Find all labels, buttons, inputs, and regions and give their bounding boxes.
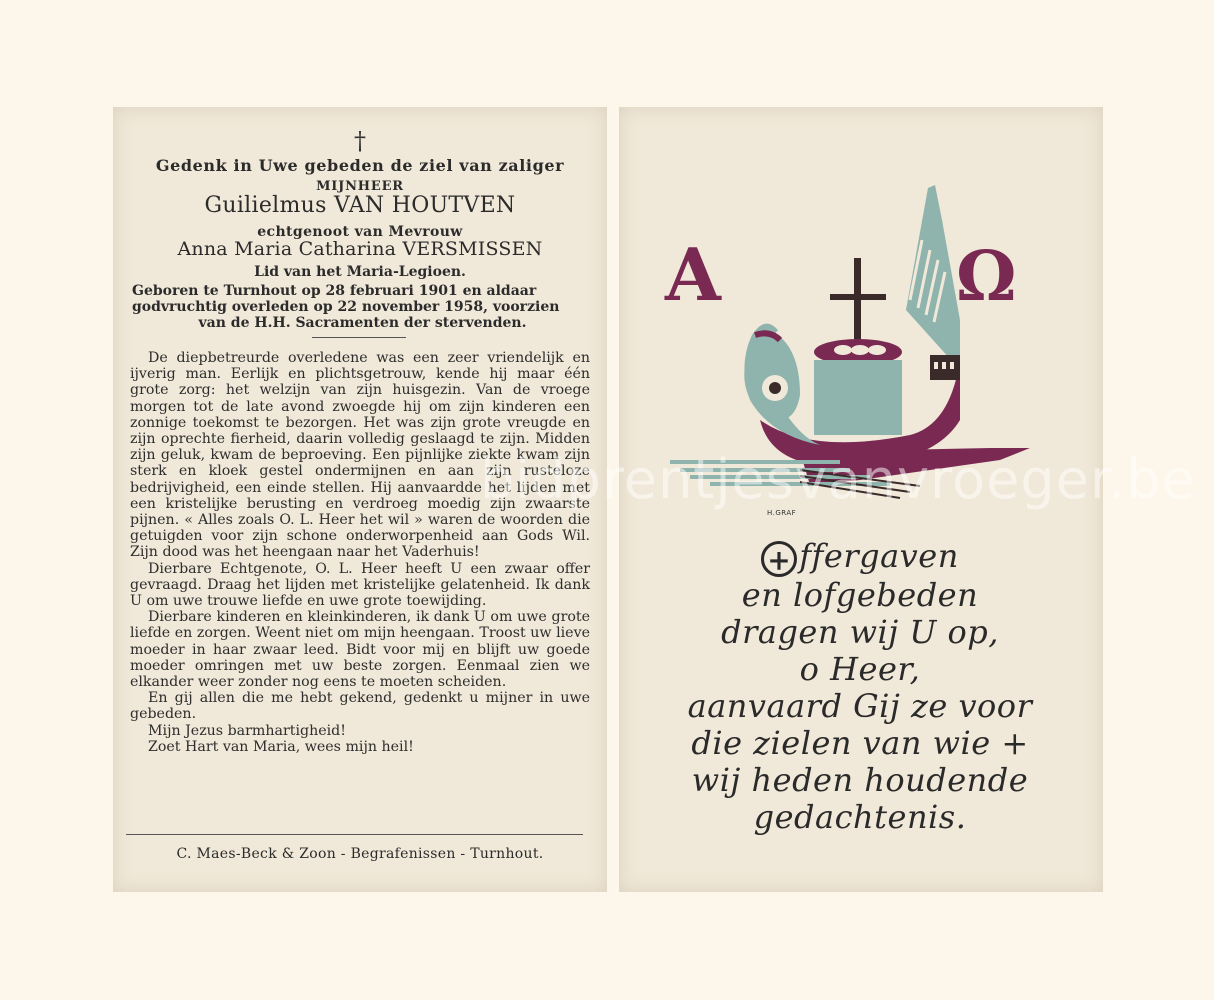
honorific: MIJNHEER	[316, 179, 404, 194]
alpha-letter: A	[665, 232, 721, 317]
paragraph: En gij allen die me hebt gekend, gedenkt u mijner in uwe gebeden.	[130, 690, 590, 723]
circled-cross-icon: +	[761, 541, 797, 577]
prayer-calligraphy	[640, 538, 1080, 836]
poem-line: o Heer,	[799, 649, 921, 688]
spouse-name: Anna Maria Catharina VERSMISSEN	[177, 238, 543, 260]
birth-death-dates	[132, 283, 593, 331]
cross-symbol: †	[354, 127, 366, 155]
paragraph: De diepbetreurde overledene was een zeer vriendelijk en ijverig man. Eerlijk en plichtsgetrouw, kende hij maar één grote zorg: het welzijn van zijn huisgezin. Van de vroege morgen tot de late avond zwoegde hij om zijn kinderen een zonnige toekomst te bezorgen. Het was zijn grote vreugde en zijn oprechte fierheid, daarin volledig geslaagd te zijn. Midden zijn geluk, kwam de beproeving. Een pijnlijke ziekte kwam zijn sterk en kloek gestel ondermijnen en aan zijn rusteloze bedrijvigheid, een einde stellen. Hij aanvaardde het lijden met een kristelijke berusting en verdroeg moedig zijn zwaarste pijnen. « Alles zoals O. L. Heer het wil » waren de woorden die getuigden voor zijn schone onderworpenheid aan Gods Wil. Zijn dood was het heengaan naar het Vaderhuis!	[130, 350, 590, 561]
poem-line: dragen wij U op,	[721, 612, 999, 651]
membership: Lid van het Maria-Legioen.	[254, 264, 466, 280]
omega-letter: Ω	[956, 237, 1017, 317]
artist-signature: H.GRAF	[767, 509, 797, 517]
divider	[312, 337, 406, 338]
poem-line: die zielen van wie +	[691, 723, 1029, 762]
date-line: Geboren te Turnhout op 28 februari 1901 en aldaar	[132, 283, 537, 299]
poem-line	[640, 538, 1080, 577]
funeral-home-footer: C. Maes-Beck & Zoon - Begrafenissen - Turnhout.	[176, 846, 544, 862]
paragraph: Mijn Jezus barmhartigheid!	[148, 722, 346, 739]
poem-line-text: ffergaven	[799, 537, 959, 575]
paragraph: Dierbare Echtgenote, O. L. Heer heeft U een zwaar offer gevraagd. Draag het lijden met kristelijke gelatenheid. Ik dank U om uwe trouwe liefde en uwe grote toewijding.	[130, 560, 590, 610]
paragraph: Dierbare kinderen en kleinkinderen, ik dank U om uwe grote liefde en zorgen. Weent niet om mijn heengaan. Troost uw lieve moeder in haar zwaar leed. Bidt voor mij en blijft uw goede moeder omringen met uw beste zorgen. Eenmaal zien we elkander weer zonder nog eens te moeten scheiden.	[130, 609, 590, 691]
memorial-text	[130, 350, 590, 755]
date-line: van de H.H. Sacramenten der stervenden.	[198, 315, 527, 331]
poem-line: aanvaard Gij ze voor	[687, 686, 1033, 725]
poem-line: en lofgebeden	[741, 575, 979, 614]
remember-line: Gedenk in Uwe gebeden de ziel van zaliger	[155, 156, 565, 175]
deceased-name: Guilielmus VAN HOUTVEN	[204, 193, 516, 218]
poem-line: gedachtenis.	[753, 797, 967, 836]
poem-line: wij heden houdende	[691, 760, 1029, 799]
spouse-intro: echtgenoot van Mevrouw	[257, 224, 463, 240]
watermark: bidprentjesvanvroeger.be	[480, 448, 1196, 511]
divider	[126, 834, 583, 835]
date-line: godvruchtig overleden op 22 november 1958, voorzien	[132, 299, 560, 315]
paragraph: Zoet Hart van Maria, wees mijn heil!	[148, 738, 414, 755]
cross-icon	[854, 258, 861, 343]
